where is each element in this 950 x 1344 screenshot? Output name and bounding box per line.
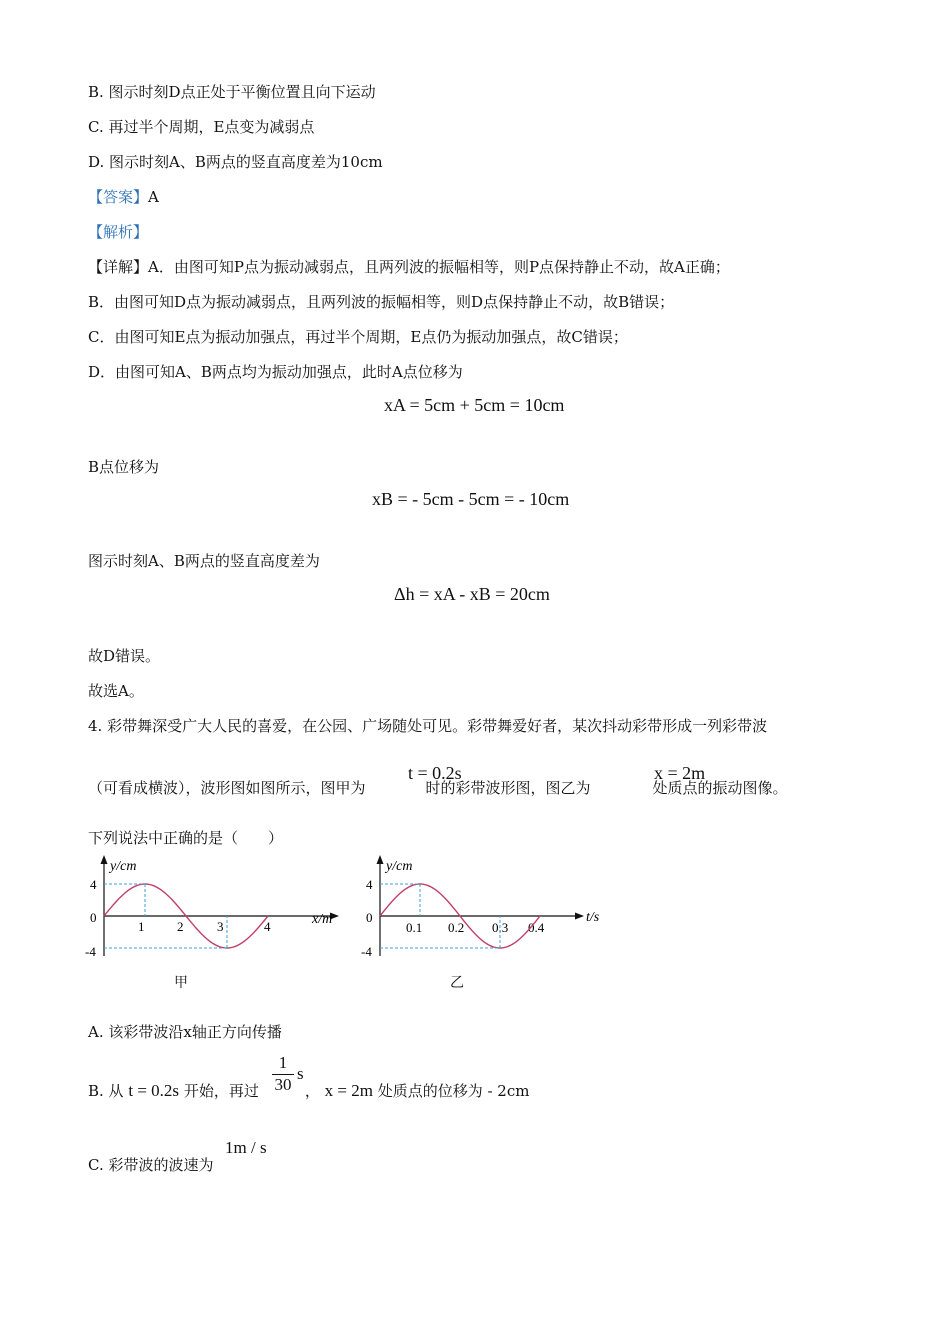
answer-label: 【答案】 [88, 188, 149, 206]
equation-dh: Δh = xA - xB = 20cm [394, 584, 550, 604]
q4-option-b-time: t = 0.2s [128, 1081, 180, 1100]
t-tick-label: 0.4 [528, 920, 545, 935]
y-tick-label: 4 [90, 877, 97, 892]
q4-option-c-text: C. 彩带波的波速为 [88, 1156, 214, 1174]
q4-option-c-speed: 1m / s [225, 1138, 267, 1157]
q4-stem-line1: 4. 彩带舞深受广大人民的喜爱，在公园、广场随处可见。彩带舞爱好者，某次抖动彩带形成一列彩带波 [88, 717, 768, 735]
b-displacement-text: B点位移为 [88, 458, 160, 476]
y-axis-arrow [101, 855, 108, 864]
q4-stem-part-a: （可看成横波），波形图如图所示，图甲为 [88, 779, 366, 797]
y-tick-label: 4 [366, 877, 373, 892]
conclusion-answer: 故选A。 [88, 682, 144, 700]
y-tick-label: -4 [85, 944, 96, 959]
q4-option-b: B. 从 t = 0.2s 开始，再过 ， x = 2m 处质点的位移为 - 2cm [88, 1081, 530, 1100]
detail-c: C．由图可知E点为振动加强点，再过半个周期，E点仍为振动加强点，故C错误； [88, 328, 628, 346]
t-axis-arrow [575, 913, 584, 920]
fraction-unit: s [297, 1064, 304, 1083]
answer-line [88, 187, 159, 207]
x-tick-label: 1 [138, 919, 145, 934]
q3-option-b: B. 图示时刻D点正处于平衡位置且向下运动 [88, 83, 376, 101]
fraction-denominator: 30 [272, 1074, 294, 1095]
detail-a [88, 257, 730, 277]
figure-caption-jia: 甲 [174, 975, 188, 991]
equation-xb: xB = - 5cm - 5cm = - 10cm [372, 489, 570, 509]
figure-caption-yi: 乙 [450, 975, 464, 991]
y-axis-label: y/cm [386, 859, 413, 874]
q4-option-b-post: 处质点的位移为 - 2cm [377, 1082, 530, 1100]
q4-x-value: x = 2m [654, 763, 706, 783]
q4-option-b-prefix: B. 从 [88, 1082, 124, 1100]
conclusion-d: 故D错误。 [88, 647, 161, 665]
x-tick-label: 3 [217, 919, 224, 934]
t-axis-label: t/s [586, 910, 600, 925]
detail-d: D．由图可知A、B两点均为振动加强点，此时A点位移为 [88, 363, 463, 381]
q3-option-d: D. 图示时刻A、B两点的竖直高度差为10cm [88, 153, 383, 171]
analysis-label: 【解析】 [88, 223, 149, 241]
y-axis-arrow [377, 855, 384, 864]
y-axis-label: y/cm [110, 859, 137, 874]
x-tick-label: 2 [177, 919, 184, 934]
fraction [272, 1053, 294, 1095]
q4-option-c [88, 1155, 213, 1175]
q4-stem-part-b: 时的彩带波形图，图乙为 [425, 779, 591, 797]
q3-option-c: C. 再过半个周期，E点变为减弱点 [88, 118, 315, 136]
t-tick-label: 0.1 [406, 920, 423, 935]
y-tick-label: 0 [90, 910, 97, 925]
height-diff-text: 图示时刻A、B两点的竖直高度差为 [88, 552, 320, 570]
q4-stem-part-c: 处质点的振动图像。 [652, 779, 788, 797]
t-tick-label: 0.3 [492, 920, 509, 935]
detail-b: B．由图可知D点为振动减弱点，且两列波的振幅相等，则D点保持静止不动，故B错误； [88, 293, 675, 311]
detail-a-text: A．由图可知P点为振动减弱点，且两列波的振幅相等，则P点保持静止不动，故A正确； [148, 258, 730, 276]
q4-t-value: t = 0.2s [408, 763, 462, 783]
q4-option-a: A. 该彩带波沿x轴正方向传播 [88, 1023, 282, 1041]
figure-jia [80, 852, 350, 962]
q4-option-b-x: x = 2m [324, 1081, 373, 1100]
q4-stem-line3: 下列说法中正确的是（ ） [88, 829, 284, 847]
detail-label: 【详解】 [88, 258, 149, 276]
y-tick-label: 0 [366, 910, 373, 925]
t-tick-label: 0.2 [448, 920, 465, 935]
figure-yi [358, 852, 608, 962]
q4-option-b-mid: 开始，再过 [183, 1082, 259, 1100]
fraction-numerator: 1 [278, 1053, 288, 1072]
answer-value: A [148, 188, 159, 206]
y-tick-label: -4 [361, 944, 372, 959]
x-axis-label: x/m [312, 912, 333, 927]
x-tick-label: 4 [264, 919, 271, 934]
equation-xa: xA = 5cm + 5cm = 10cm [384, 395, 565, 415]
